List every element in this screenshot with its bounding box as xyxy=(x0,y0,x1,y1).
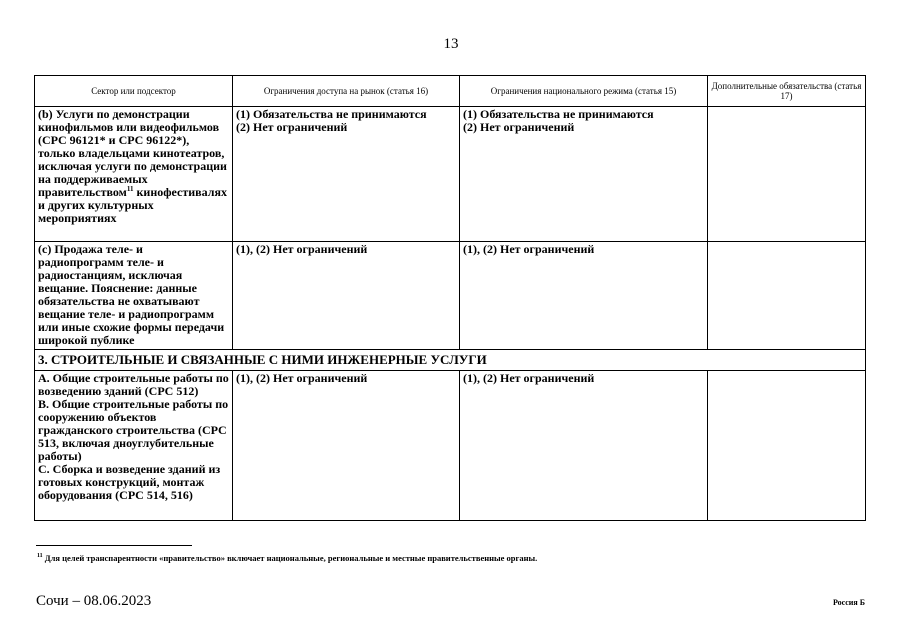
sector-construction-b: B. Общие строительные работы по сооружению объектов гражданского строительства (CPC 513, включая дноуглубительные работы) xyxy=(38,397,229,463)
cell-sector-construction xyxy=(35,371,233,521)
header-market-access: Ограничения доступа на рынок (статья 16) xyxy=(233,76,460,107)
section-heading-row xyxy=(35,350,866,371)
sector-b-text-tail: кинофестивалях и других культурных мероприятиях xyxy=(38,185,227,225)
cell-sector-b xyxy=(35,107,233,242)
footnote-reference: 11 xyxy=(126,185,134,193)
section-3-title: 3. СТРОИТЕЛЬНЫЕ И СВЯЗАННЫЕ С НИМИ ИНЖЕНЕРНЫЕ УСЛУГИ xyxy=(35,350,866,371)
cell-additional-c xyxy=(708,242,866,350)
cell-market-c: (1), (2) Нет ограничений xyxy=(233,242,460,350)
table-row-c xyxy=(35,242,866,350)
commitments-table xyxy=(34,75,866,521)
cell-national-construction: (1), (2) Нет ограничений xyxy=(460,371,708,521)
national-b-line-2: (2) Нет ограничений xyxy=(463,120,575,134)
sector-b-text: (b) Услуги по демонстрации кинофильмов или видеофильмов (CPC 96121* и CPC 96122*), только владельцами кинотеатров, исключая услуги по демонстрации на поддерживаемых правительством xyxy=(38,107,227,199)
header-additional-commitments: Дополнительные обязательства (статья 17) xyxy=(708,76,866,107)
footnote xyxy=(37,553,537,563)
footer-document-id: Россия Б xyxy=(832,598,865,607)
national-b-line-1: (1) Обязательства не принимаются xyxy=(463,107,654,121)
header-sector: Сектор или подсектор xyxy=(35,76,233,107)
footnote-text: Для целей транспарентности «правительство» включает национальные, региональные и местные правительственные органы. xyxy=(44,553,538,563)
table-row-b xyxy=(35,107,866,242)
sector-construction-c: C. Сборка и возведение зданий из готовых конструкций, монтаж оборудования (CPC 514, 516) xyxy=(38,462,221,502)
header-national-treatment: Ограничения национального режима (статья 15) xyxy=(460,76,708,107)
cell-additional-b xyxy=(708,107,866,242)
cell-national-c: (1), (2) Нет ограничений xyxy=(460,242,708,350)
cell-additional-construction xyxy=(708,371,866,521)
market-b-line-1: (1) Обязательства не принимаются xyxy=(236,107,427,121)
table-row-construction xyxy=(35,371,866,521)
sector-construction-a: A. Общие строительные работы по возведению зданий (CPC 512) xyxy=(38,371,229,398)
cell-market-b xyxy=(233,107,460,242)
page-number: 13 xyxy=(443,36,459,52)
footnote-divider xyxy=(36,545,192,546)
footer-location-date: Сочи – 08.06.2023 xyxy=(36,593,152,609)
market-b-line-2: (2) Нет ограничений xyxy=(236,120,348,134)
footnote-marker: 11 xyxy=(37,553,43,560)
cell-national-b xyxy=(460,107,708,242)
cell-market-construction: (1), (2) Нет ограничений xyxy=(233,371,460,521)
cell-sector-c: (c) Продажа теле- и радиопрограмм теле- и радиостанциям, исключая вещание. Пояснение: данные обязательства не охватывают вещание теле- и радиопрограмм или иные схожие формы передачи широкой публике xyxy=(35,242,233,350)
table-header-row xyxy=(35,76,866,107)
